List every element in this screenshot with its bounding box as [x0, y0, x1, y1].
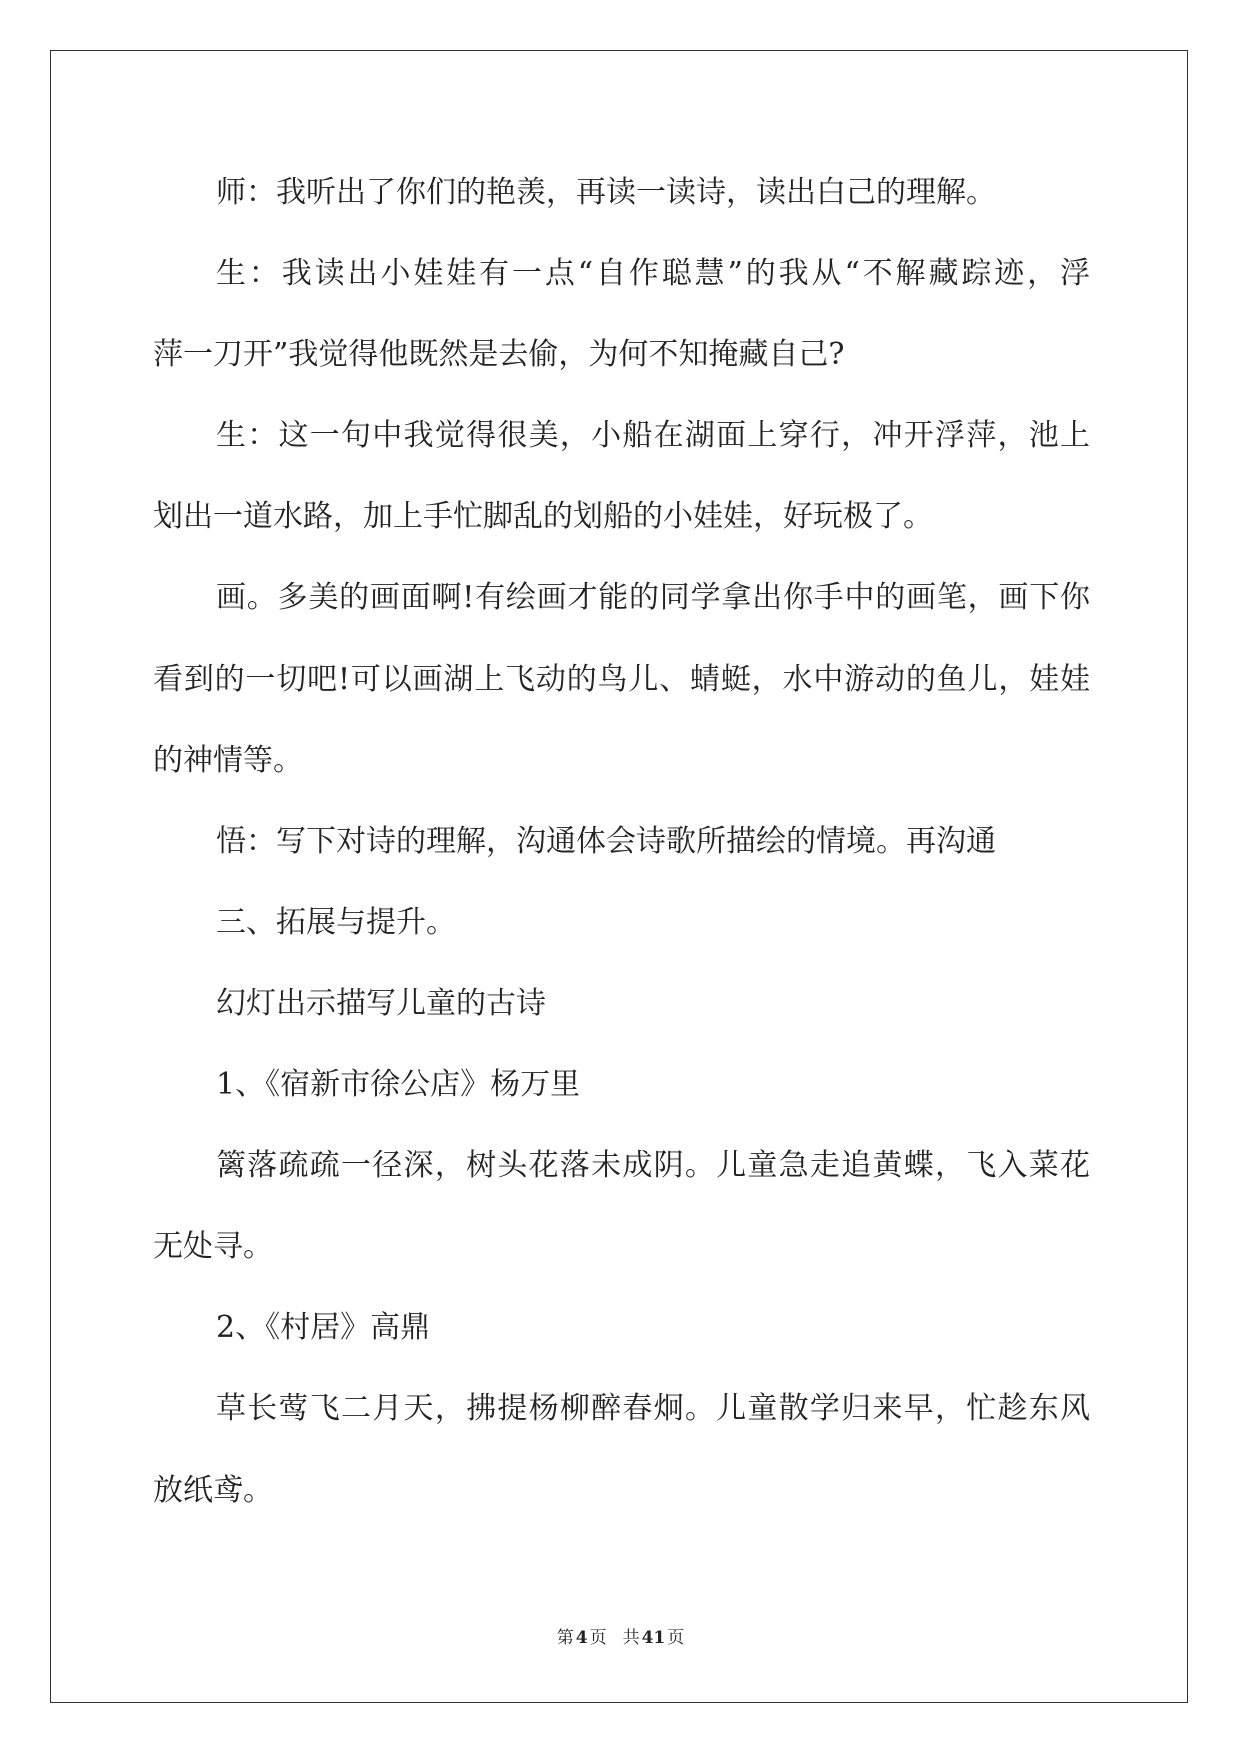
page-number-suffix: 页 — [589, 1628, 607, 1648]
paragraph — [153, 557, 1090, 800]
paragraph-line: 师：我听出了你们的艳羡，再读一读诗，读出白己的理解。 — [216, 175, 996, 210]
paragraph-line: 划出一道水路，加上手忙脚乱的划船的小娃娃，好玩极了。 — [153, 499, 933, 535]
paragraph-line: 画。多美的画面啊!有绘画才能的同学拿出你手中的画笔，画下你 — [216, 580, 1090, 616]
paragraph-line: 生：我读出小娃娃有一点“自作聪慧”的我从“不解藏踪迹，浮 — [216, 256, 1090, 292]
total-pages-prefix: 共 — [622, 1628, 640, 1648]
current-page-number: 4 — [575, 1628, 588, 1648]
paragraph-line: 萍一刀开”我觉得他既然是去偷，为何不知掩藏自己? — [153, 337, 845, 373]
total-pages-suffix: 页 — [667, 1628, 685, 1648]
section-heading — [153, 882, 1090, 963]
poem-text — [153, 1368, 1090, 1530]
paragraph — [153, 233, 1090, 395]
paragraph-line: 三、拓展与提升。 — [216, 904, 456, 940]
paragraph-line: 看到的一切吧!可以画湖上飞动的鸟儿、蜻蜓，水中游动的鱼儿，娃娃 — [153, 661, 1090, 697]
page-footer — [0, 1626, 1241, 1650]
paragraph-line: 无处寻。 — [153, 1229, 273, 1265]
total-pages-number: 41 — [641, 1628, 666, 1648]
paragraph-line: 生：这一句中我觉得很美，小船在湖面上穿行，冲开浮萍，池上 — [216, 418, 1090, 454]
poem-text — [153, 1125, 1090, 1287]
paragraph-line: 的神情等。 — [153, 742, 303, 778]
poem-title — [153, 1287, 1090, 1368]
paragraph — [153, 963, 1090, 1044]
paragraph-line: 草长莺飞二月天，拂提杨柳醉春炯。儿童散学归来早，忙趁东风 — [216, 1391, 1090, 1427]
paragraph — [153, 801, 1090, 882]
paragraph-line: 幻灯出示描写儿童的古诗 — [216, 985, 546, 1021]
page-number-prefix: 第 — [556, 1628, 574, 1648]
document-body — [153, 152, 1090, 1531]
paragraph — [153, 395, 1090, 557]
paragraph — [153, 152, 1090, 233]
paragraph-line: 悟：写下对诗的理解，沟通体会诗歌所描绘的情境。再沟通 — [216, 823, 996, 859]
paragraph-line: 篱落疏疏一径深，树头花落未成阴。儿童急走追黄蝶，飞入菜花 — [216, 1148, 1090, 1184]
paragraph-line: 1、《宿新市徐公店》杨万里 — [216, 1067, 581, 1103]
paragraph-line: 2、《村居》高鼎 — [216, 1310, 431, 1346]
poem-title — [153, 1044, 1090, 1125]
paragraph-line: 放纸鸢。 — [153, 1472, 273, 1508]
